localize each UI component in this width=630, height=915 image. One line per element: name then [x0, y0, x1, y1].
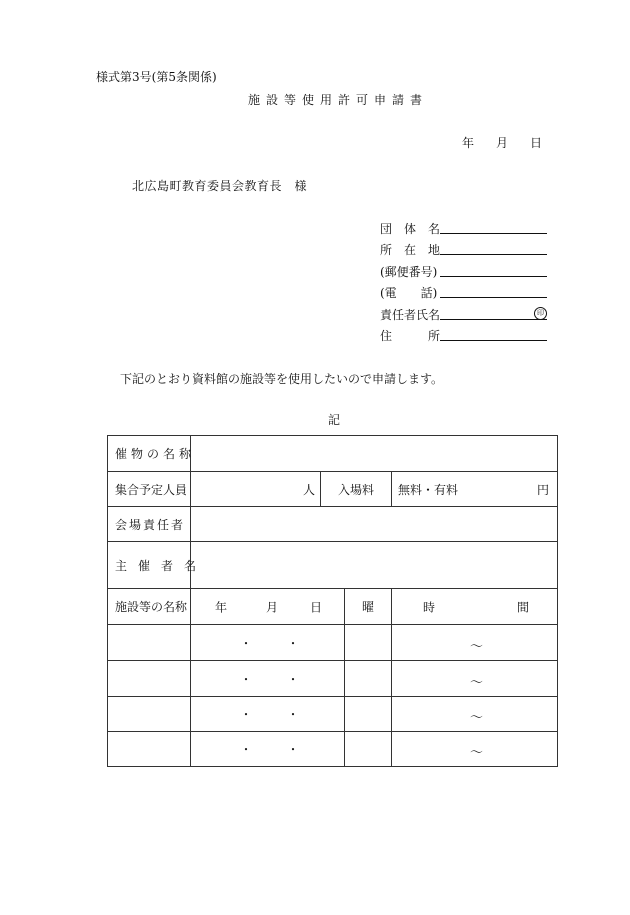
organizer-row	[108, 542, 558, 589]
date-separator: ・	[240, 636, 253, 650]
schedule-row	[108, 732, 558, 767]
applicant-org-name-row[interactable]	[380, 218, 550, 239]
date-separator: ・	[240, 742, 253, 757]
schedule-time-cell[interactable]	[392, 661, 558, 697]
postal-code-field[interactable]	[440, 276, 547, 277]
time-header-a: 時	[423, 600, 436, 614]
venue-manager-row	[108, 507, 558, 542]
venue-manager-field[interactable]	[191, 507, 558, 542]
date-year-label: 年	[462, 136, 475, 150]
fee-options[interactable]: 無料・有料	[398, 482, 459, 497]
applicant-postal-row[interactable]	[380, 261, 550, 282]
schedule-header-row	[108, 589, 558, 625]
schedule-facility-cell[interactable]	[108, 732, 191, 767]
application-statement: 下記のとおり資料館の施設等を使用したいので申請します。	[120, 372, 444, 386]
people-unit: 人	[302, 482, 315, 497]
date-day-label: 日	[530, 136, 543, 150]
weekday-header: 曜	[345, 589, 392, 625]
schedule-weekday-cell[interactable]	[345, 732, 392, 767]
schedule-weekday-cell[interactable]	[345, 661, 392, 697]
application-details-table	[107, 435, 558, 767]
addressee: 北広島町教育委員会教育長 様	[132, 179, 308, 193]
schedule-row	[108, 697, 558, 732]
applicant-phone-row[interactable]	[380, 282, 550, 303]
organizer-field[interactable]	[191, 542, 558, 589]
address-field[interactable]	[440, 340, 547, 341]
org-name-field[interactable]	[440, 233, 547, 234]
schedule-time-cell[interactable]	[392, 697, 558, 732]
location-field[interactable]	[440, 254, 547, 255]
year-header: 年	[215, 600, 228, 614]
time-range-separator: ～	[470, 745, 484, 761]
date-separator: ・	[240, 707, 253, 722]
postal-code-label: (郵便番号)	[380, 264, 438, 279]
event-name-row	[108, 436, 558, 472]
schedule-facility-cell[interactable]	[108, 625, 191, 661]
applicant-responsible-row[interactable]	[380, 304, 550, 325]
yen-unit: 円	[536, 482, 549, 497]
facility-name-label: 施設等の名称	[108, 589, 191, 625]
time-header-b: 間	[517, 600, 530, 614]
time-range-separator: ～	[470, 710, 484, 726]
applicant-address-row[interactable]	[380, 325, 550, 346]
event-name-field[interactable]	[191, 436, 558, 472]
phone-field[interactable]	[440, 297, 547, 298]
date-separator: ・	[240, 672, 253, 686]
section-marker: 記	[328, 413, 341, 427]
date-separator: ・	[287, 636, 300, 650]
seal-mark: 印	[534, 307, 547, 320]
time-range-separator: ～	[470, 674, 484, 690]
schedule-facility-cell[interactable]	[108, 697, 191, 732]
day-header: 日	[310, 600, 323, 614]
schedule-weekday-cell[interactable]	[345, 625, 392, 661]
date-separator: ・	[287, 672, 300, 686]
schedule-row	[108, 625, 558, 661]
phone-label: (電 話)	[380, 286, 438, 301]
schedule-row	[108, 661, 558, 697]
schedule-time-cell[interactable]	[392, 732, 558, 767]
location-label: 所 在 地	[380, 243, 441, 258]
organizer-label: 主催者名	[108, 542, 191, 589]
admission-fee-field[interactable]	[392, 472, 558, 507]
responsible-person-label: 責任者氏名	[380, 307, 441, 322]
form-number: 様式第3号(第5条関係)	[96, 70, 217, 84]
date-month-label: 月	[496, 136, 509, 150]
applicant-location-row[interactable]	[380, 239, 550, 260]
event-name-label: 催物の名称	[108, 436, 191, 472]
expected-attendance-label: 集合予定人員	[108, 472, 191, 507]
document-title: 施設等使用許可申請書	[248, 93, 429, 107]
attendance-row	[108, 472, 558, 507]
schedule-facility-cell[interactable]	[108, 661, 191, 697]
applicant-block	[380, 218, 550, 346]
venue-manager-label: 会場責任者	[108, 507, 191, 542]
org-name-label: 団 体 名	[380, 222, 441, 236]
time-range-separator: ～	[470, 638, 484, 654]
month-header: 月	[266, 600, 279, 614]
date-column-header	[191, 589, 345, 625]
schedule-date-cell[interactable]	[191, 661, 345, 697]
schedule-date-cell[interactable]	[191, 697, 345, 732]
date-separator: ・	[287, 707, 300, 722]
address-label: 住 所	[380, 328, 441, 343]
admission-fee-label: 入場料	[321, 472, 392, 507]
application-date[interactable]	[462, 134, 542, 151]
time-column-header	[392, 589, 558, 625]
schedule-time-cell[interactable]	[392, 625, 558, 661]
responsible-person-field[interactable]	[440, 319, 547, 320]
schedule-date-cell[interactable]	[191, 732, 345, 767]
schedule-weekday-cell[interactable]	[345, 697, 392, 732]
date-separator: ・	[287, 742, 300, 757]
expected-attendance-field[interactable]	[191, 472, 321, 507]
schedule-date-cell[interactable]	[191, 625, 345, 661]
